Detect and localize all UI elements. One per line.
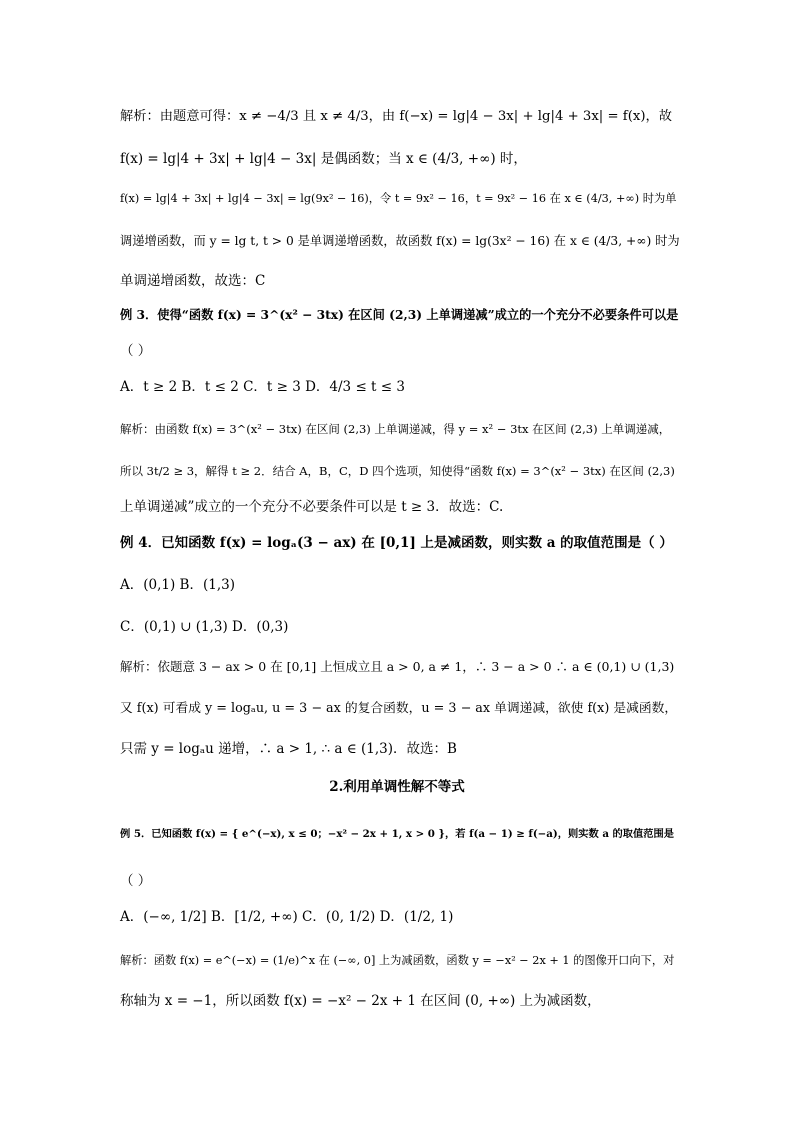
example-heading: 例 5．已知函数 f(x) = { e^(−x), x ≤ 0；−x² − 2x + 1, x > 0 }，若 f(a − 1) ≥ f(−a)，则实数 a 的取值范围是 (120, 828, 675, 840)
text-line: 解析：依题意 3 − ax > 0 在 [0,1] 上恒成立且 a > 0, a ≠ 1，∴ 3 − a > 0 ∴ a ∈ (0,1) ∪ (1,3) (120, 659, 675, 674)
text-line: f(x) = lg|4 + 3x| + lg|4 − 3x| = lg(9x² − 16)，令 t = 9x² − 16，t = 9x² − 16 在 x ∈ (4/3, +∞) 时为单 (120, 192, 677, 205)
text-line: 称轴为 x = −1，所以函数 f(x) = −x² − 2x + 1 在区间 (0, +∞) 上为减函数， (120, 993, 601, 1009)
options-line: A．(−∞, 1/2] B．[1/2, +∞) C．(0, 1/2) D．(1/2, 1) (120, 909, 454, 925)
text-line: 上单调递减”成立的一个充分不必要条件可以是 t ≥ 3．故选：C. (120, 499, 504, 515)
text-line: 只需 y = logₐu 递增，∴ a > 1, ∴ a ∈ (1,3)．故选：B (120, 741, 457, 757)
text-line: 单调递增函数，故选：C (120, 273, 266, 289)
answer-blank: （ ） (120, 343, 152, 359)
text-line: 解析：由函数 f(x) = 3^(x² − 3tx) 在区间 (2,3) 上单调递减，得 y = x² − 3tx 在区间 (2,3) 上单调递减， (120, 422, 671, 436)
options-line: A．(0,1) B．(1,3) (120, 577, 235, 593)
text-line: 解析：由题意可得：x ≠ −4/3 且 x ≠ 4/3，由 f(−x) = lg|4 − 3x| + lg|4 + 3x| = f(x)，故 (120, 109, 673, 124)
text-line: 解析：函数 f(x) = e^(−x) = (1/e)^x 在 (−∞, 0] 上为减函数，函数 y = −x² − 2x + 1 的图像开口向下，对 (120, 954, 675, 967)
example-heading: 例 4．已知函数 f(x) = logₐ(3 − ax) 在 [0,1] 上是减函数，则实数 a 的取值范围是（ ） (120, 535, 673, 551)
options-line: C．(0,1) ∪ (1,3) D．(0,3) (120, 619, 289, 635)
text-line: f(x) = lg|4 + 3x| + lg|4 − 3x| 是偶函数；当 x ∈ (4/3, +∞) 时， (120, 151, 527, 167)
section-heading: 2.利用单调性解不等式 (329, 779, 465, 795)
text-line: 调递增函数，而 y = lg t, t > 0 是单调递增函数，故函数 f(x) = lg(3x² − 16) 在 x ∈ (4/3, +∞) 时为 (120, 234, 680, 248)
answer-blank: （ ） (120, 873, 152, 889)
example-heading: 例 3．使得“函数 f(x) = 3^(x² − 3tx) 在区间 (2,3) 上单调递减”成立的一个充分不必要条件可以是 (120, 307, 679, 322)
text-line: 所以 3t/2 ≥ 3，解得 t ≥ 2．结合 A，B，C，D 四个选项，知使得“函数 f(x) = 3^(x² − 3tx) 在区间 (2,3) (120, 464, 675, 478)
text-line: 又 f(x) 可看成 y = logₐu, u = 3 − ax 的复合函数，u = 3 − ax 单调递减，欲使 f(x) 是减函数， (120, 701, 678, 716)
options-line: A．t ≥ 2 B．t ≤ 2 C．t ≥ 3 D．4/3 ≤ t ≤ 3 (120, 379, 405, 395)
